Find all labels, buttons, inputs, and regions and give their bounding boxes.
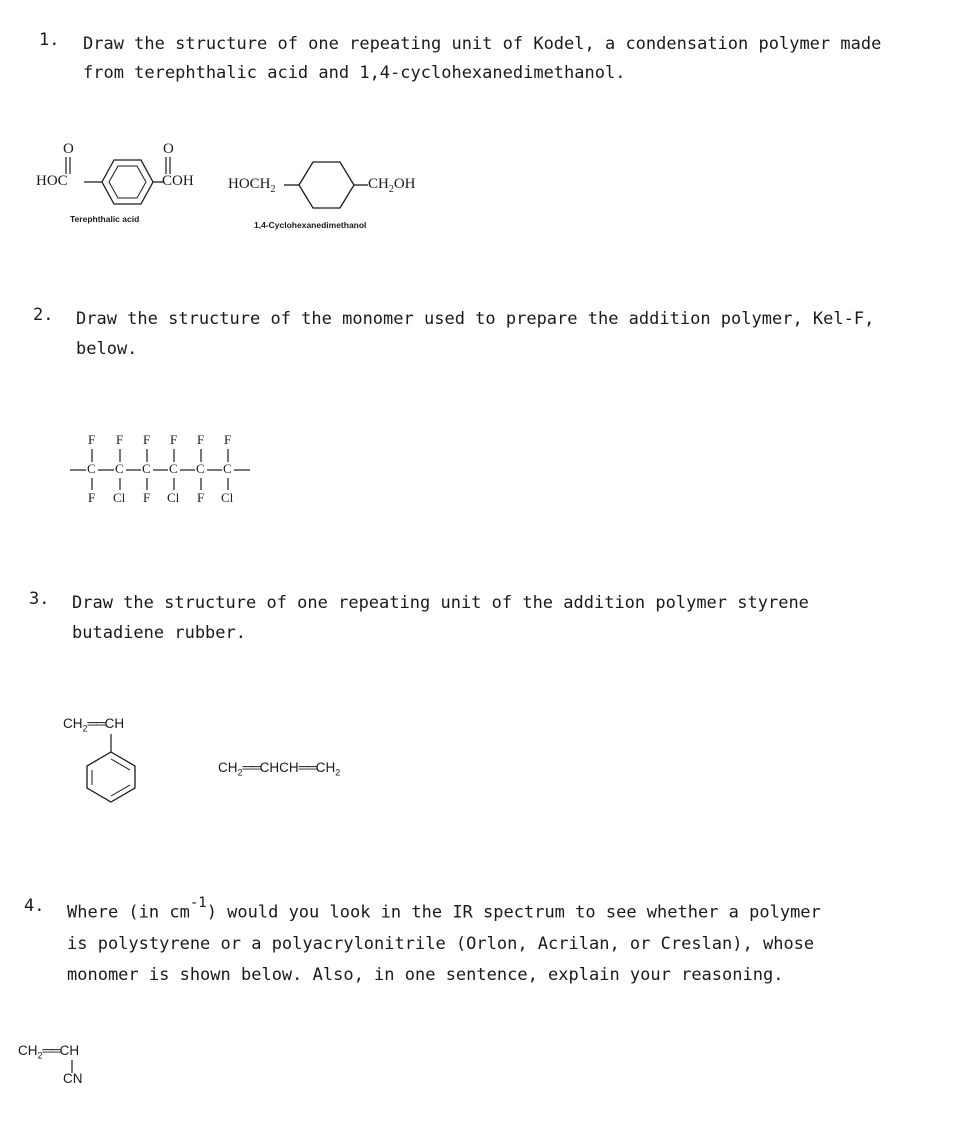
acrylonitrile-ch: CH [59, 1043, 80, 1058]
acrylonitrile-ch2: CH [18, 1043, 38, 1058]
question-1-text-line-2: from terephthalic acid and 1,4-cyclohexanedimethanol. [83, 63, 626, 83]
butadiene-chch: CHCH [259, 760, 299, 775]
question-4-text-part-1: Where (in cm [67, 902, 190, 923]
kel-f-top-atom: F [143, 432, 151, 447]
kel-f-chain-carbon: C [196, 461, 205, 476]
butadiene-ch2-right: CH [315, 760, 336, 775]
question-4-superscript: -1 [189, 895, 207, 911]
kel-f-top-atom: F [170, 432, 178, 447]
butadiene-double-bond-2: ══ [298, 760, 316, 775]
kel-f-bottom-atom: F [143, 490, 151, 505]
kel-f-bottom-atom: Cl [221, 490, 234, 505]
kel-f-top-atom: F [224, 432, 232, 447]
kel-f-chain-carbon: C [142, 461, 151, 476]
kel-f-chain-carbon: C [115, 461, 124, 476]
question-1-number: 1. [39, 30, 60, 50]
question-3-text-line-1: Draw the structure of one repeating unit of the addition polymer styrene [72, 593, 809, 613]
question-3-text-line-2: butadiene rubber. [72, 623, 246, 643]
styrene-double-bond: ══ [87, 716, 105, 731]
kel-f-top-atom: F [88, 432, 96, 447]
kel-f-top-atom: F [116, 432, 124, 447]
terephthalic-left-group: HOC [36, 173, 68, 189]
acrylonitrile-subscript: 2 [37, 1050, 43, 1061]
acrylonitrile-double-bond: ══ [42, 1043, 60, 1058]
question-4-text-part-2: ) would you look in the IR spectrum to see whether a polymer [206, 902, 821, 923]
left-group-subscript: 2 [270, 184, 276, 195]
question-3-number: 3. [29, 589, 50, 609]
kel-f-chain-carbon: C [87, 461, 96, 476]
question-4-number: 4. [24, 896, 45, 916]
styrene-vinyl-ch: CH [63, 716, 83, 731]
butadiene-double-bond-1: ══ [242, 760, 260, 775]
question-2-number: 2. [33, 305, 54, 325]
question-2-text-line-2: below. [76, 339, 138, 359]
kel-f-top-atom: F [197, 432, 205, 447]
kel-f-bottom-atom: F [88, 490, 96, 505]
terephthalic-carbonyl-oxygen-left: O [63, 141, 74, 157]
kel-f-bottom-atom: Cl [113, 490, 126, 505]
cyclohexanedimethanol-caption: 1,4-Cyclohexanedimethanol [254, 220, 367, 230]
question-4-text-line-2: is polystyrene or a polyacrylonitrile (Orlon, Acrilan, or Creslan), whose [67, 934, 815, 954]
styrene-vinyl-subscript: 2 [82, 723, 88, 734]
acrylonitrile-vinyl-group [18, 1043, 79, 1061]
question-1-text-line-1: Draw the structure of one repeating unit of Kodel, a condensation polymer made [83, 34, 882, 54]
butadiene-subscript-2: 2 [335, 767, 341, 778]
terephthalic-carbonyl-oxygen-right: O [163, 141, 174, 157]
kel-f-chain-carbon: C [223, 461, 232, 476]
right-group-text: CH [368, 176, 389, 192]
butadiene-subscript-1: 2 [237, 767, 243, 778]
question-2-text-line-1: Draw the structure of the monomer used to prepare the addition polymer, Kel-F, [76, 309, 875, 329]
kel-f-chain-carbon: C [169, 461, 178, 476]
terephthalic-acid-caption: Terephthalic acid [70, 214, 140, 224]
right-group-text-tail: OH [393, 176, 416, 192]
kel-f-bottom-atom: F [197, 490, 205, 505]
question-4-text-line-3: monomer is shown below. Also, in one sentence, explain your reasoning. [67, 965, 784, 985]
styrene-vinyl-ch-2: CH [104, 716, 125, 731]
butadiene-ch2-left: CH [218, 760, 238, 775]
kel-f-bottom-atom: Cl [167, 490, 180, 505]
terephthalic-right-group: COH [162, 173, 194, 189]
acrylonitrile-cn-group: CN [63, 1071, 83, 1086]
left-group-text: HOCH [228, 176, 271, 192]
right-group-subscript: 2 [388, 184, 394, 195]
